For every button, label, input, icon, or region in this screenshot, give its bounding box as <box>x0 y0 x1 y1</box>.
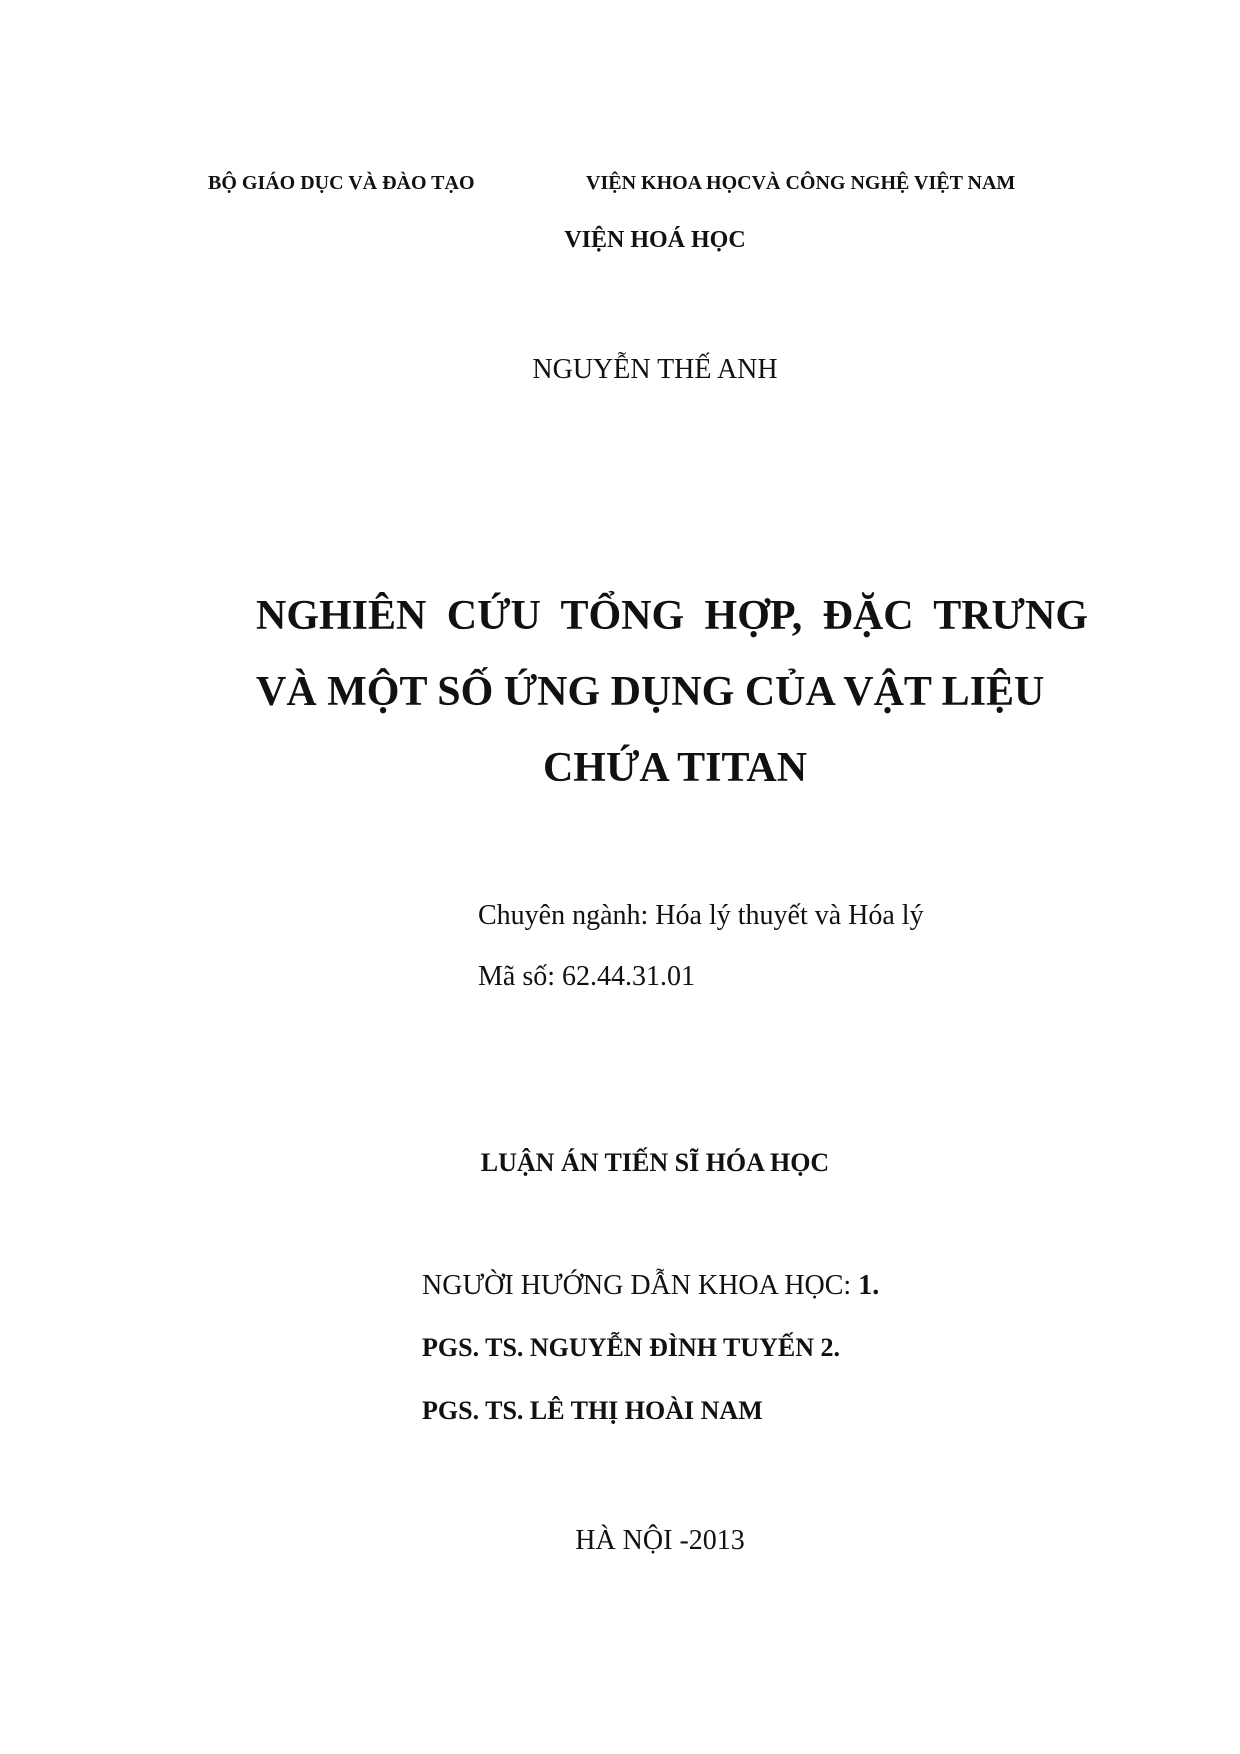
specialization-code: Mã số: 62.44.31.01 <box>478 961 695 992</box>
advisor-label-text: NGƯỜI HƯỚNG DẪN KHOA HỌC: <box>422 1270 859 1301</box>
author-name: NGUYỄN THẾ ANH <box>532 354 778 385</box>
thesis-type: LUẬN ÁN TIẾN SĨ HÓA HỌC <box>480 1148 830 1177</box>
advisor-2: PGS. TS. LÊ THỊ HOÀI NAM <box>422 1396 763 1425</box>
thesis-title-line-2: VÀ MỘT SỐ ỨNG DỤNG CỦA VẬT LIỆU <box>256 669 1045 715</box>
thesis-title-line-3: CHỨA TITAN <box>542 745 808 791</box>
specialization: Chuyên ngành: Hóa lý thuyết và Hóa lý <box>478 900 924 931</box>
academy-name: VIỆN KHOA HỌCVÀ CÔNG NGHỆ VIỆT NAM <box>586 172 1016 194</box>
institute-name: VIỆN HOÁ HỌC <box>564 227 746 253</box>
advisor-1: PGS. TS. NGUYỄN ĐÌNH TUYẾN 2. <box>422 1333 841 1362</box>
thesis-title-line-1: NGHIÊN CỨU TỔNG HỢP, ĐẶC TRƯNG <box>256 593 1088 639</box>
advisor-label <box>422 1270 879 1302</box>
advisor-number: 1. <box>858 1270 880 1301</box>
place-year: HÀ NỘI -2013 <box>575 1525 745 1556</box>
ministry-name: BỘ GIÁO DỤC VÀ ĐÀO TẠO <box>208 172 475 194</box>
